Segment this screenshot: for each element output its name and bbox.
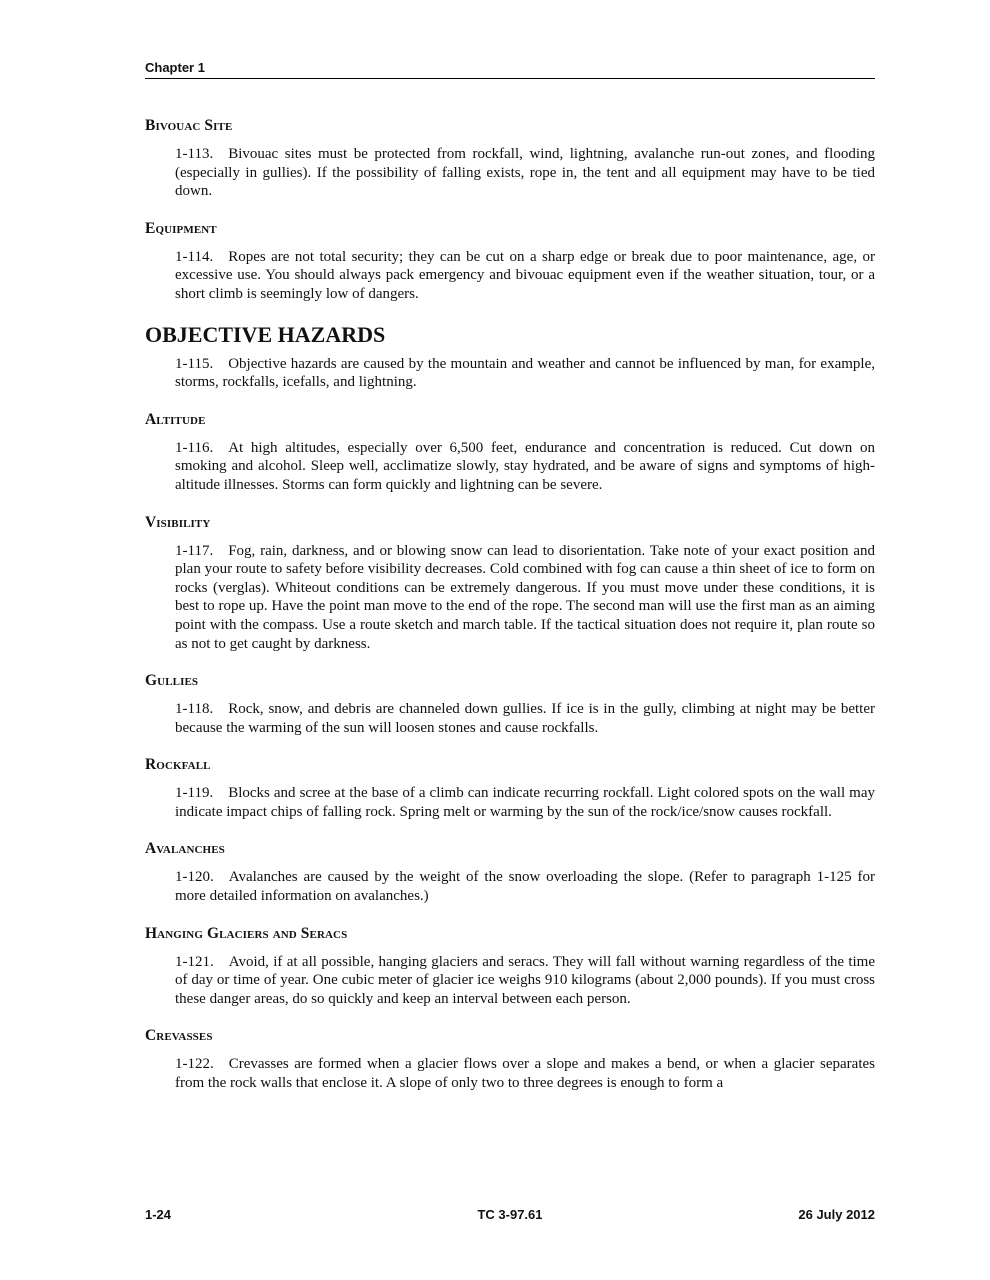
publication-date: 26 July 2012 — [798, 1207, 875, 1222]
section-heading-gullies: Gullies — [145, 672, 199, 690]
page-body — [145, 116, 875, 1111]
paragraph-1-118: 1-118. Rock, snow, and debris are channeled down gullies. If ice is in the gully, climbing at night may be better because the warming of the sun will loosen stones and cause rockfalls. — [175, 701, 875, 736]
paragraph-1-116: 1-116. At high altitudes, especially over 6,500 feet, endurance and concentration is reduced. Cut down on smoking and alcohol. Sleep well, acclimatize slowly, stay hydrated, and be aware of signs and symptoms of high-altitude illnesses. Storms can form quickly and lightning can be severe. — [175, 439, 875, 493]
paragraph-1-121: 1-121. Avoid, if at all possible, hanging glaciers and seracs. They will fall without warning regardless of the time of day or time of year. One cubic meter of glacier ice weighs 910 kilograms (about 2,000 pounds). If you must cross these danger areas, do so quickly and keep an interval between each person. — [175, 953, 875, 1007]
page-footer — [145, 1207, 875, 1225]
section-heading-crevasses: Crevasses — [145, 1027, 213, 1045]
chapter-label: Chapter 1 — [145, 60, 205, 75]
paragraph-1-120: 1-120. Avalanches are caused by the weight of the snow overloading the slope. (Refer to paragraph 1-125 for more detailed information on avalanches.) — [175, 869, 875, 905]
paragraph-1-115: 1-115. Objective hazards are caused by the mountain and weather and cannot be influenced by man, for example, storms, rockfalls, icefalls, and lightning. — [175, 355, 875, 391]
paragraph-1-119: 1-119. Blocks and scree at the base of a climb can indicate recurring rockfall. Light colored spots on the wall may indicate impact chips of falling rock. Spring melt or warming by the sun of the rock/ice/snow causes rockfall. — [175, 785, 875, 820]
section-heading-bivouac: Bivouac Site — [145, 117, 233, 134]
section-heading-altitude: Altitude — [145, 410, 206, 428]
section-heading-hanging-glaciers: Hanging Glaciers and Seracs — [145, 924, 348, 942]
paragraph-1-117: 1-117. Fog, rain, darkness, and or blowing snow can lead to disorientation. Take note of your exact position and plan your route to safety before visibility decreases. Cold combined with fog can cause a thin sheet of ice to form on rocks (verglas). Whiteout conditions can be extremely dangerous. If you must move under these conditions, it is best to rope up. Have the point man move to the end of the rope. The second man will use the first man as an aiming point with the compass. Use a route sketch and march table. If the tactical situation does not require it, plan route so as not to get caught by darkness. — [175, 542, 875, 652]
document-id: TC 3-97.61 — [477, 1207, 543, 1222]
major-heading-objective-hazards: OBJECTIVE HAZARDS — [145, 321, 386, 347]
section-heading-visibility: Visibility — [145, 513, 211, 531]
section-heading-rockfall: Rockfall — [145, 756, 211, 774]
paragraph-1-113: 1-113. Bivouac sites must be protected from rockfall, wind, lightning, avalanche run-out zones, and flooding (especially in gullies). If the possibility of falling exists, rope in, the tent and all equipment may have to be tied down. — [175, 146, 875, 200]
section-heading-avalanches: Avalanches — [145, 840, 225, 858]
section-heading-equipment: Equipment — [145, 219, 217, 237]
page-header — [145, 58, 875, 79]
page-number: 1-24 — [145, 1207, 172, 1222]
paragraph-1-114: 1-114. Ropes are not total security; they can be cut on a sharp edge or break due to poor maintenance, age, or excessive use. You should always pack emergency and bivouac equipment even if the weather situation, tour, or a short climb is seemingly low of dangers. — [175, 248, 875, 302]
paragraph-1-122: 1-122. Crevasses are formed when a glacier flows over a slope and makes a bend, or when a glacier separates from the rock walls that enclose it. A slope of only two to three degrees is enough to form a — [175, 1056, 875, 1092]
